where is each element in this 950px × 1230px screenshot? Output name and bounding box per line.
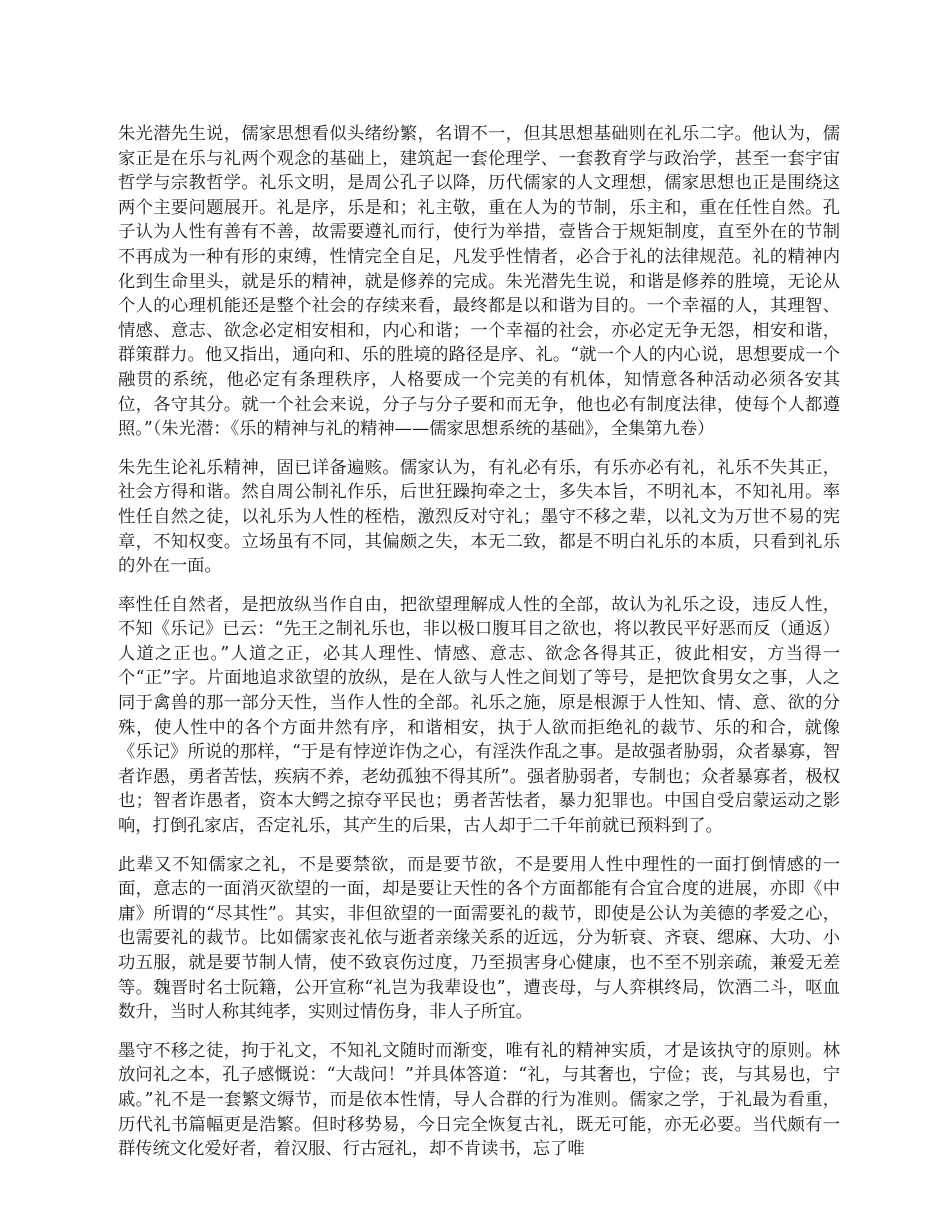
- paragraph-4: 此辈又不知儒家之礼，不是要禁欲，而是要节欲，不是要用人性中理性的一面打倒情感的一面，意志的一面消灭欲望的一面，却是要让天性的各个方面都能有合宜合度的进展，亦即《中庸》所谓的“尽其性”。其实，非但欲望的一面需要礼的裁节，即使是公认为美德的孝爱之心，也需要礼的裁节。比如儒家丧礼依与逝者亲缘关系的近远，分为斩衰、齐衰、缌麻、大功、小功五服，就是要节制人情，使不致哀伤过度，乃至损害身心健康，也不至不别亲疏，兼爱无差等。魏晋时名士阮籍，公开宣称“礼岂为我辈设也”，遭丧母，与人弈棋终局，饮酒二斗，呕血数升，当时人称其纯孝，实则过情伤身，非人子所宜。: [118, 854, 840, 1023]
- paragraph-2: 朱先生论礼乐精神，固已详备遍赅。儒家认为，有礼必有乐，有乐亦必有礼，礼乐不失其正，社会方得和谐。然自周公制礼作乐，后世狂躁拘牵之士，多失本旨，不明礼本，不知礼用。率性任自然之徒，以礼乐为人性的桎梏，激烈反对守礼；墨守不移之辈，以礼文为万世不易的宪章，不知权变。立场虽有不同，其偏颇之失，本无二致，都是不明白礼乐的本质，只看到礼乐的外在一面。: [118, 457, 840, 577]
- document-body: [118, 122, 840, 1176]
- paragraph-3: 率性任自然者，是把放纵当作自由，把欲望理解成人性的全部，故认为礼乐之设，违反人性，不知《乐记》已云：“先王之制礼乐也，非以极口腹耳目之欲也，将以教民平好恶而反（通返）人道之正也。”人道之正，必其人理性、情感、意志、欲念各得其正，彼此相安，方当得一个“正”字。片面地追求欲望的放纵，是在人欲与人性之间划了等号，是把饮食男女之事，人之同于禽兽的那一部分天性，当作人性的全部。礼乐之施，原是根源于人性知、情、意、欲的分殊，使人性中的各个方面井然有序，和谐相安，执于人欲而拒绝礼的裁节、乐的和合，就像《乐记》所说的那样，“于是有悖逆诈伪之心，有淫泆作乱之事。是故强者胁弱，众者暴寡，智者诈愚，勇者苦怯，疾病不养，老幼孤独不得其所”。强者胁弱者，专制也；众者暴寡者，极权也；智者诈愚者，资本大鳄之掠夺平民也；勇者苦怯者，暴力犯罪也。中国自受启蒙运动之影响，打倒孔家店，否定礼乐，其产生的后果，古人却于二千年前就已预料到了。: [118, 594, 840, 837]
- paragraph-1: 朱光潜先生说，儒家思想看似头绪纷繁，名谓不一，但其思想基础则在礼乐二字。他认为，儒家正是在乐与礼两个观念的基础上，建筑起一套伦理学、一套教育学与政治学，甚至一套宇宙哲学与宗教哲学。礼乐文明，是周公孔子以降，历代儒家的人文理想，儒家思想也正是围绕这两个主要问题展开。礼是序，乐是和；礼主敬，重在人为的节制，乐主和，重在任性自然。孔子认为人性有善有不善，故需要遵礼而行，使行为举措，壹皆合于规矩制度，直至外在的节制不再成为一种有形的束缚，性情完全自足，凡发乎性情者，必合于礼的法律规范。礼的精神内化到生命里头，就是乐的精神，就是修养的完成。朱光潜先生说，和谐是修养的胜境，无论从个人的心理机能还是整个社会的存续来看，最终都是以和谐为目的。一个幸福的人，其理智、情感、意志、欲念必定相安相和，内心和谐；一个幸福的社会，亦必定无争无怨，相安和谐，群策群力。他又指出，通向和、乐的胜境的路径是序、礼。“就一个人的内心说，思想要成一个融贯的系统，他必定有条理秩序，人格要成一个完美的有机体，知情意各种活动必须各安其位，各守其分。就一个社会来说，分子与分子要和而无争，他也必有制度法律，使每个人都遵照。”（朱光潜：《乐的精神与礼的精神——儒家思想系统的基础》，全集第九卷）: [118, 124, 840, 440]
- paragraph-5: 墨守不移之徒，拘于礼文，不知礼文随时而渐变，唯有礼的精神实质，才是该执守的原则。林放问礼之本，孔子感慨说：“大哉问！”并具体答道：“礼，与其奢也，宁俭；丧，与其易也，宁戚。”礼不是一套繁文缛节，而是依本性情，导人合群的行为准则。儒家之学，于礼最为看重，历代礼书篇幅更是浩繁。但时移势易，今日完全恢复古礼，既无可能，亦无必要。当代颇有一群传统文化爱好者，着汉服、行古冠礼，却不肯读书，忘了唯: [118, 1040, 840, 1160]
